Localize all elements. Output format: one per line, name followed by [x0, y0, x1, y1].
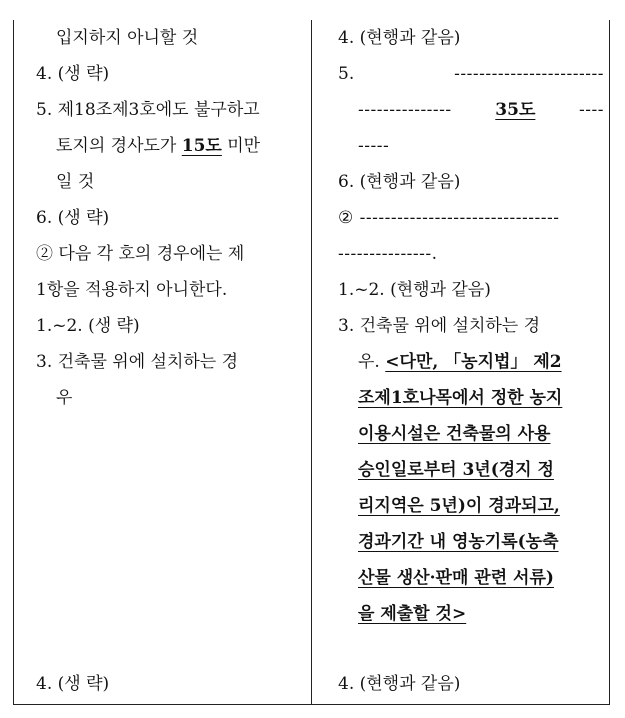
right-line: ② -------------------------------- — [338, 208, 560, 228]
left-line: 일 것 — [56, 172, 95, 192]
left-line: 우 — [56, 388, 73, 408]
proviso-line: 리지역은 5년)이 경과되고, — [358, 496, 560, 516]
proviso-line: 산물 생산·판매 관련 서류) — [358, 568, 554, 588]
right-dashes: --------------- — [358, 100, 452, 120]
right-line — [338, 56, 604, 92]
left-line: 6. (생 략) — [36, 208, 110, 228]
right-line: ---------------. — [338, 244, 438, 264]
right-text: 우. — [358, 352, 386, 372]
left-text: 미만 — [221, 136, 261, 156]
right-line: 4. (현행과 같음) — [338, 674, 461, 694]
left-line — [36, 128, 306, 164]
left-line: 1.~2. (생 략) — [36, 316, 140, 336]
right-dashes: ------------------------ — [454, 64, 604, 84]
right-line: ----- — [358, 136, 390, 156]
column-divider — [311, 20, 312, 705]
proviso-line: 경과기간 내 영농기록(농축 — [358, 532, 559, 552]
left-line: 1항을 적용하지 아니한다. — [36, 280, 228, 300]
left-text: 토지의 경사도가 — [56, 136, 182, 156]
left-line: 3. 건축물 위에 설치하는 경 — [36, 352, 239, 372]
proviso-line: 이용시설은 건축물의 사용 — [358, 424, 551, 444]
right-dashes: ---- — [579, 100, 604, 120]
left-line: 4. (생 략) — [36, 674, 110, 694]
proviso-line: 조제1호나목에서 정한 농지 — [358, 388, 563, 408]
right-line: 1.~2. (현행과 같음) — [338, 280, 491, 300]
right-line: 4. (현행과 같음) — [338, 28, 461, 48]
left-line: 5. 제18조제3호에도 불구하고 — [36, 100, 260, 120]
current-text-column — [36, 20, 306, 416]
slope-value-new: 35도 — [495, 100, 536, 120]
left-line: 4. (생 략) — [36, 64, 110, 84]
right-line — [338, 344, 604, 380]
proviso-line: 승인일로부터 3년(경지 정 — [358, 460, 554, 480]
right-line — [338, 92, 604, 128]
left-line: 입지하지 아니할 것 — [56, 28, 199, 48]
right-text: 5. — [338, 64, 355, 84]
amended-text-column — [338, 20, 604, 632]
proviso-text: <다만, 「농지법」 제2 — [385, 352, 562, 372]
proviso-line: 을 제출할 것> — [358, 604, 467, 624]
left-line: ② 다음 각 호의 경우에는 제 — [36, 244, 245, 264]
right-line: 3. 건축물 위에 설치하는 경 — [338, 316, 541, 336]
slope-value-old: 15도 — [181, 136, 222, 156]
right-line: 6. (현행과 같음) — [338, 172, 461, 192]
